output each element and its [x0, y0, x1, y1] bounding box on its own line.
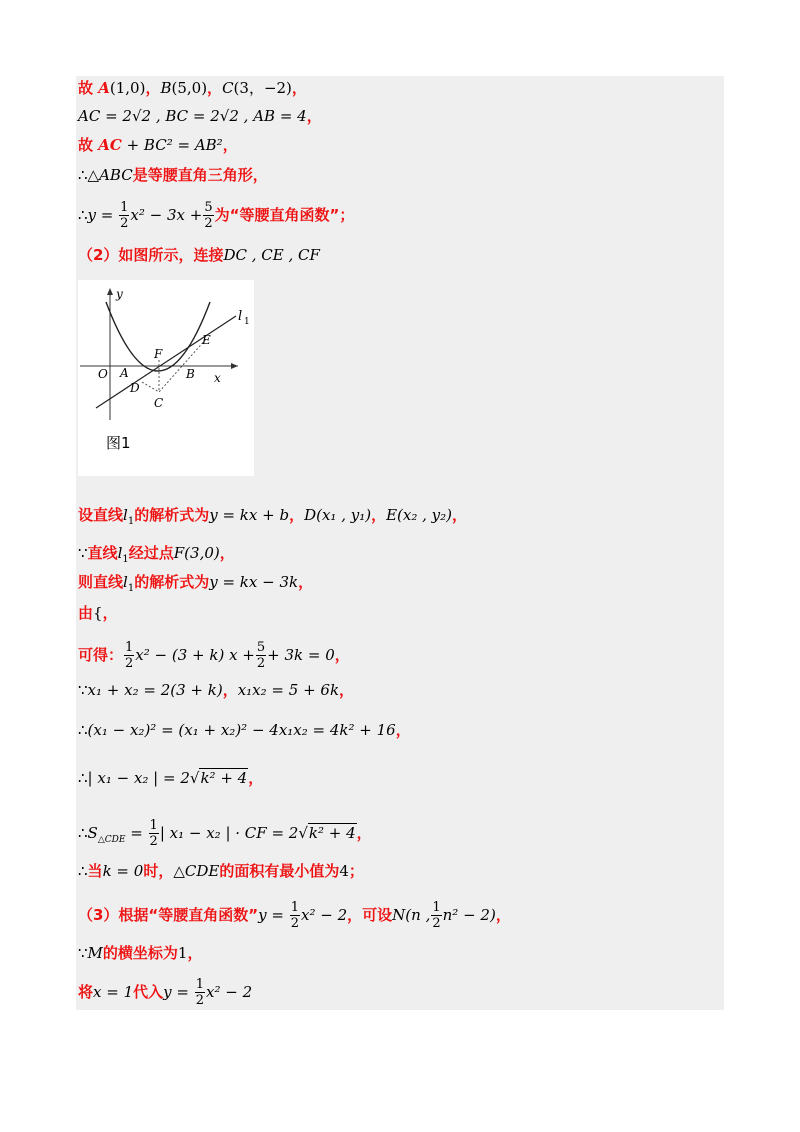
- x-axis-arrow: [231, 363, 238, 369]
- line-part3: （3）根据“等腰直角函数”y = $\frac{1}{2}$ x² − 2，可设N(n , $\frac{1}{2}$ n² − 2)，: [78, 900, 511, 931]
- y-axis-arrow: [107, 288, 113, 295]
- figure-1: [78, 280, 254, 476]
- line-function: ∴y = $\frac{1}{2}$ x² − 3x + $\frac{5}{2}$ 为“等腰直角函数”；: [78, 200, 355, 231]
- line-abs-difference: ∴| x₁ − x₂ | = 2√k² + 4，: [78, 769, 264, 787]
- label-b: B: [186, 367, 195, 381]
- line-passes-f: ∵直线$l_1$经过点F(3,0)，: [78, 544, 235, 565]
- line-lengths: AC = 2√2 , BC = 2√2 , AB = 4，: [78, 107, 322, 125]
- label-o: O: [98, 367, 108, 381]
- parabola-diagram: [78, 280, 254, 430]
- line-conclusion-triangle: ∴△ABC是等腰直角三角形，: [78, 166, 268, 184]
- label-c: C: [154, 396, 164, 410]
- line-vieta: ∵x₁ + x₂ = 2(3 + k)，x₁x₂ = 5 + 6k，: [78, 681, 355, 699]
- label-f: F: [154, 347, 163, 361]
- figure-caption: 图1: [106, 434, 131, 452]
- label-a: A: [120, 366, 129, 380]
- triangle-cde: [142, 338, 207, 392]
- line-points: 故 A(1,0)，B(5,0)，C(3，−2)，: [78, 79, 307, 97]
- line-part2-heading: （2）如图所示，连接DC , CE , CF: [78, 246, 320, 264]
- label-d: D: [130, 381, 140, 395]
- label-y: y: [116, 287, 123, 301]
- line-area: $\therefore S_{\triangle CDE}$ = $\frac{1}{2}$ | x₁ − x₂ | · CF = 2√k² + 4，: [78, 818, 372, 849]
- label-l: l: [238, 309, 243, 324]
- label-e: E: [202, 333, 211, 347]
- line-m-abscissa: ∵M的横坐标为1，: [78, 944, 203, 962]
- line-difference-squared: ∴(x₁ − x₂)² = (x₁ + x₂)² − 4x₁x₂ = 4k² + 16，: [78, 721, 411, 739]
- line-l1-expression: 则直线$l_1$的解析式为y = kx − 3k，: [78, 573, 314, 594]
- line-quadratic: 可得： $\frac{1}{2}$ x² − (3 + k) x + $\frac{5}{2}$ + 3k = 0，: [78, 640, 350, 671]
- line-from-system: 由{，: [78, 604, 118, 622]
- line-l1: [96, 316, 236, 408]
- label-x: x: [214, 371, 221, 385]
- line-substitute: 将x = 1代入y = $\frac{1}{2}$ x² − 2: [78, 977, 253, 1008]
- label-l-sub: 1: [244, 317, 250, 327]
- line-pythagoras: 故 AC + BC² = AB²，: [78, 136, 238, 154]
- line-set-l1: 设直线$l_1$的解析式为y = kx + b，D(x₁ , y₁)，E(x₂ , y₂)，: [78, 506, 468, 527]
- line-minimum: ∴当k = 0时，△CDE的面积有最小值为4；: [78, 862, 364, 880]
